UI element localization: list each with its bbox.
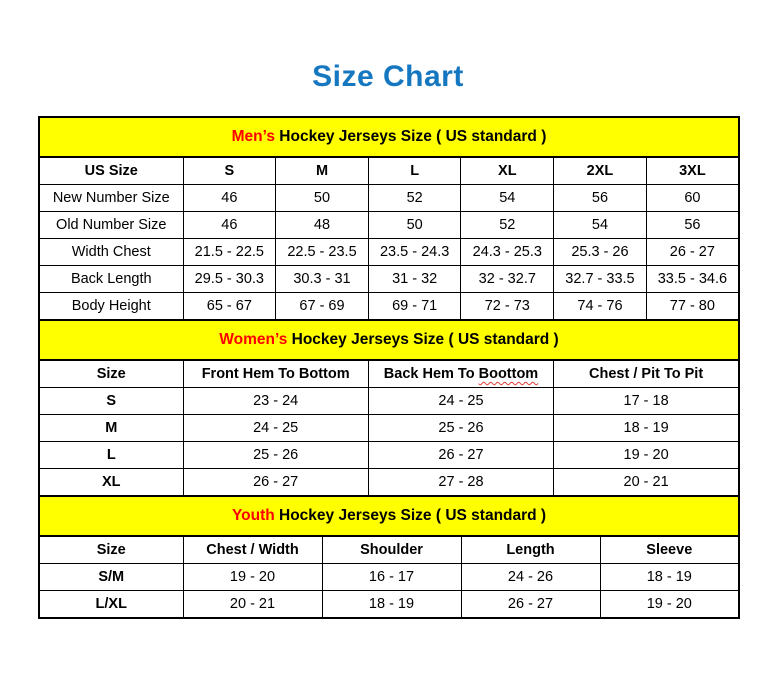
cell: 26 - 27 bbox=[368, 442, 553, 469]
cell: 19 - 20 bbox=[183, 564, 322, 591]
page-title: Size Chart bbox=[312, 60, 464, 93]
row-label: S/M bbox=[39, 564, 183, 591]
table-row bbox=[39, 415, 739, 442]
row-label: L bbox=[39, 442, 183, 469]
cell: 24 - 25 bbox=[183, 415, 368, 442]
cell: 54 bbox=[461, 185, 554, 212]
cell: 25.3 - 26 bbox=[554, 239, 647, 266]
row-label: Body Height bbox=[39, 293, 183, 321]
column-header: M bbox=[276, 157, 369, 185]
cell: 23 - 24 bbox=[183, 388, 368, 415]
heading-highlight: Women’s bbox=[219, 331, 288, 348]
cell: 25 - 26 bbox=[368, 415, 553, 442]
cell: 67 - 69 bbox=[276, 293, 369, 321]
cell: 54 bbox=[554, 212, 647, 239]
column-header: 3XL bbox=[646, 157, 739, 185]
cell: 26 - 27 bbox=[183, 469, 368, 497]
cell: 16 - 17 bbox=[322, 564, 461, 591]
misspelled-word: Boottom bbox=[478, 366, 539, 382]
men-heading-row bbox=[39, 117, 739, 157]
cell: 32 - 32.7 bbox=[461, 266, 554, 293]
column-header: Front Hem To Bottom bbox=[183, 360, 368, 388]
cell: 50 bbox=[276, 185, 369, 212]
youth-size-table bbox=[38, 495, 740, 619]
women-section-heading bbox=[39, 320, 739, 360]
cell: 46 bbox=[183, 212, 276, 239]
column-header: Length bbox=[461, 536, 600, 564]
cell: 30.3 - 31 bbox=[276, 266, 369, 293]
column-header: Chest / Width bbox=[183, 536, 322, 564]
row-label: Old Number Size bbox=[39, 212, 183, 239]
cell: 19 - 20 bbox=[554, 442, 739, 469]
table-row bbox=[39, 266, 739, 293]
youth-heading-row bbox=[39, 496, 739, 536]
men-section-heading bbox=[39, 117, 739, 157]
cell: 29.5 - 30.3 bbox=[183, 266, 276, 293]
cell: 25 - 26 bbox=[183, 442, 368, 469]
column-header: 2XL bbox=[554, 157, 647, 185]
heading-rest: Hockey Jerseys Size ( US standard ) bbox=[274, 507, 547, 524]
cell: 18 - 19 bbox=[600, 564, 739, 591]
cell: 21.5 - 22.5 bbox=[183, 239, 276, 266]
column-header: XL bbox=[461, 157, 554, 185]
heading-highlight: Men’s bbox=[231, 128, 275, 145]
cell: 24.3 - 25.3 bbox=[461, 239, 554, 266]
table-row bbox=[39, 564, 739, 591]
size-tables-container bbox=[38, 116, 738, 619]
row-label: M bbox=[39, 415, 183, 442]
women-heading-row bbox=[39, 320, 739, 360]
cell: 69 - 71 bbox=[368, 293, 461, 321]
row-label: L/XL bbox=[39, 591, 183, 619]
column-header: Back Hem To Boottom bbox=[368, 360, 553, 388]
row-label: Width Chest bbox=[39, 239, 183, 266]
row-label: S bbox=[39, 388, 183, 415]
cell: 18 - 19 bbox=[554, 415, 739, 442]
cell: 17 - 18 bbox=[554, 388, 739, 415]
cell: 22.5 - 23.5 bbox=[276, 239, 369, 266]
row-label: XL bbox=[39, 469, 183, 497]
cell: 20 - 21 bbox=[183, 591, 322, 619]
heading-highlight: Youth bbox=[231, 507, 275, 524]
column-header: S bbox=[183, 157, 276, 185]
men-size-table bbox=[38, 116, 740, 321]
row-label: Back Length bbox=[39, 266, 183, 293]
cell: 32.7 - 33.5 bbox=[554, 266, 647, 293]
cell: 20 - 21 bbox=[554, 469, 739, 497]
cell: 23.5 - 24.3 bbox=[368, 239, 461, 266]
column-header: Sleeve bbox=[600, 536, 739, 564]
cell: 18 - 19 bbox=[322, 591, 461, 619]
cell: 48 bbox=[276, 212, 369, 239]
men-header-row bbox=[39, 157, 739, 185]
table-row bbox=[39, 388, 739, 415]
women-size-table bbox=[38, 319, 740, 497]
cell: 52 bbox=[368, 185, 461, 212]
table-row bbox=[39, 185, 739, 212]
cell: 24 - 26 bbox=[461, 564, 600, 591]
cell: 31 - 32 bbox=[368, 266, 461, 293]
column-header: L bbox=[368, 157, 461, 185]
cell: 33.5 - 34.6 bbox=[646, 266, 739, 293]
cell: 60 bbox=[646, 185, 739, 212]
cell: 26 - 27 bbox=[646, 239, 739, 266]
table-row bbox=[39, 239, 739, 266]
cell: 65 - 67 bbox=[183, 293, 276, 321]
youth-section-heading bbox=[39, 496, 739, 536]
cell: 77 - 80 bbox=[646, 293, 739, 321]
table-row bbox=[39, 469, 739, 497]
column-header: Size bbox=[39, 360, 183, 388]
women-header-row bbox=[39, 360, 739, 388]
heading-rest: Hockey Jerseys Size ( US standard ) bbox=[287, 331, 559, 348]
cell: 52 bbox=[461, 212, 554, 239]
table-row bbox=[39, 591, 739, 619]
cell: 56 bbox=[646, 212, 739, 239]
table-row bbox=[39, 212, 739, 239]
cell: 27 - 28 bbox=[368, 469, 553, 497]
youth-header-row bbox=[39, 536, 739, 564]
cell: 74 - 76 bbox=[554, 293, 647, 321]
cell: 56 bbox=[554, 185, 647, 212]
column-header: Shoulder bbox=[322, 536, 461, 564]
row-label: New Number Size bbox=[39, 185, 183, 212]
cell: 26 - 27 bbox=[461, 591, 600, 619]
column-header: Size bbox=[39, 536, 183, 564]
table-row bbox=[39, 293, 739, 321]
cell: 72 - 73 bbox=[461, 293, 554, 321]
cell: 24 - 25 bbox=[368, 388, 553, 415]
cell: 50 bbox=[368, 212, 461, 239]
heading-rest: Hockey Jerseys Size ( US standard ) bbox=[274, 128, 547, 145]
column-header: Chest / Pit To Pit bbox=[554, 360, 739, 388]
cell: 46 bbox=[183, 185, 276, 212]
cell: 19 - 20 bbox=[600, 591, 739, 619]
column-header: US Size bbox=[39, 157, 183, 185]
table-row bbox=[39, 442, 739, 469]
